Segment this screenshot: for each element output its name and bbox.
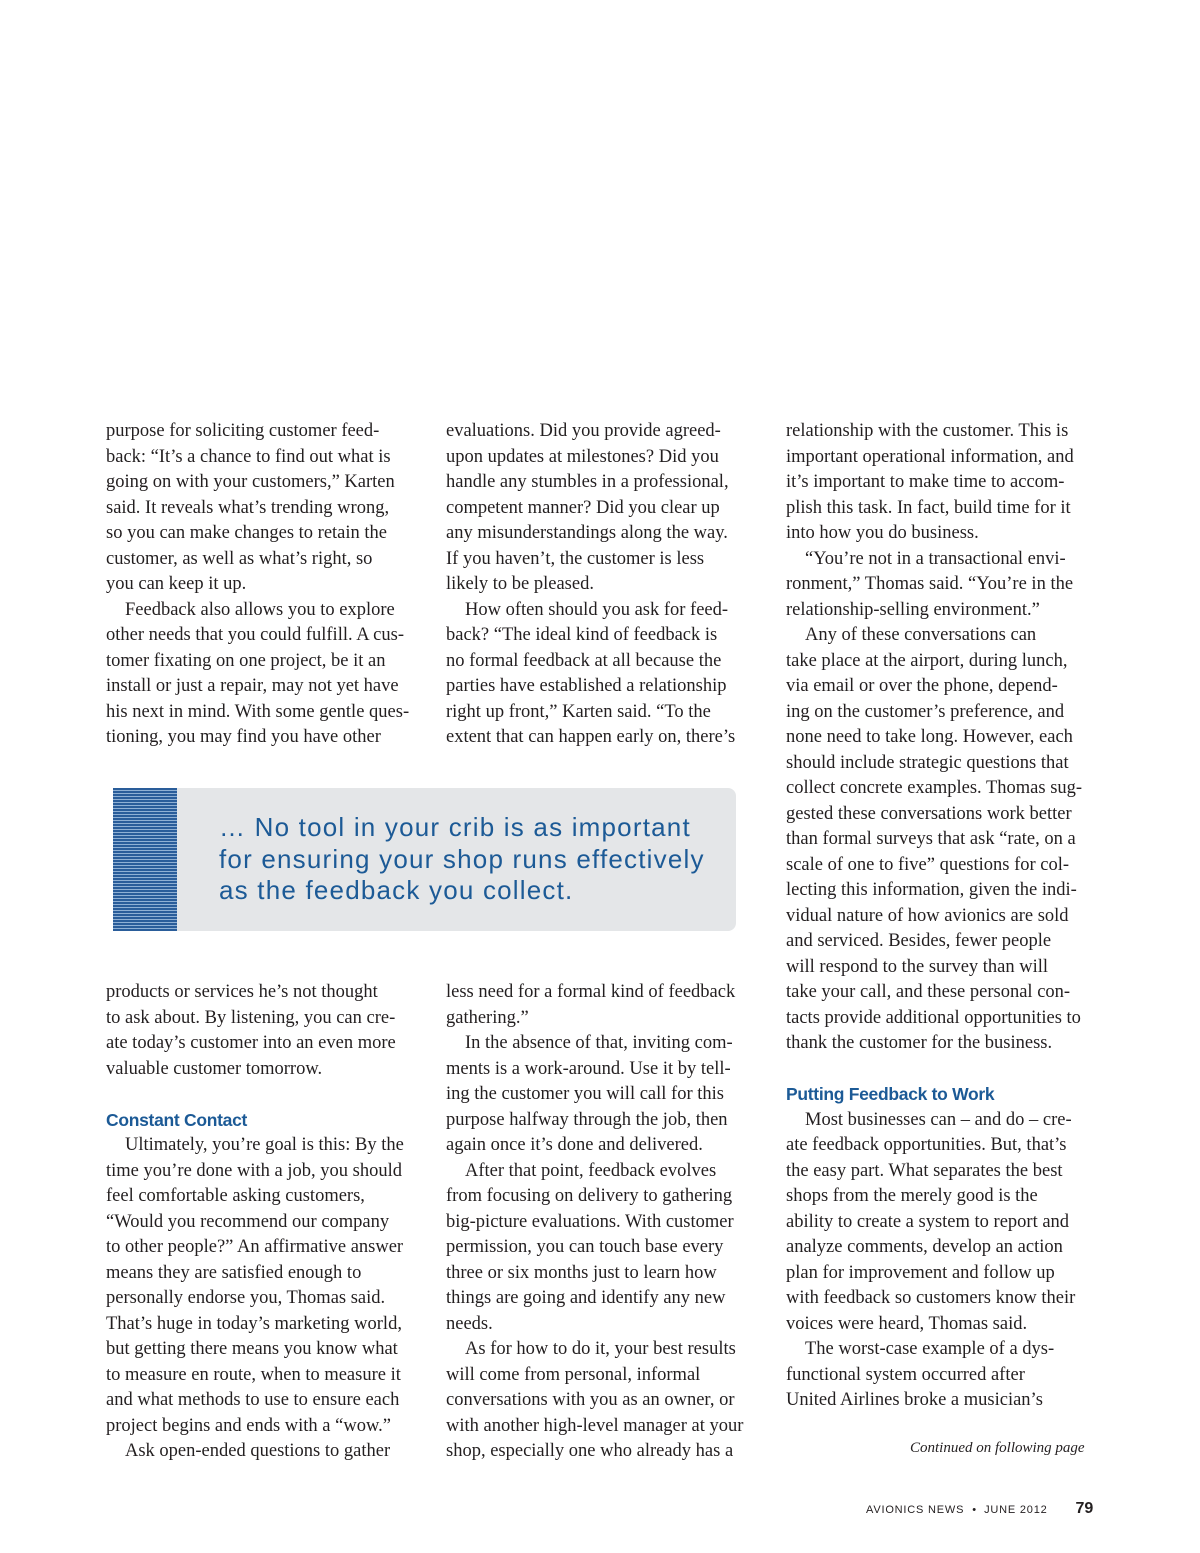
- text-line: again once it’s done and delivered.: [446, 1135, 703, 1155]
- text-line: Feedback also allows you to explore: [125, 599, 395, 620]
- section-heading-constant-contact: Constant Contact: [106, 1109, 248, 1130]
- text-line: his next in mind. With some gentle ques-: [106, 701, 410, 722]
- text-line: from focusing on delivery to gathering: [446, 1186, 733, 1206]
- text-line: “Would you recommend our company: [106, 1211, 390, 1232]
- publication-name: AVIONICS NEWS: [866, 1504, 965, 1516]
- text-line: important operational information, and: [786, 446, 1074, 467]
- text-line: functional system occurred after: [786, 1364, 1025, 1385]
- column-3: [786, 419, 1082, 1414]
- text-line: none need to take long. However, each: [786, 727, 1073, 747]
- text-line: no formal feedback at all because the: [446, 650, 722, 671]
- text-line: said. It reveals what’s trending wrong,: [106, 497, 390, 518]
- text-line: As for how to do it, your best results: [465, 1339, 736, 1359]
- text-line: vidual nature of how avionics are sold: [786, 905, 1069, 926]
- text-line: big-picture evaluations. With customer: [446, 1211, 734, 1232]
- text-line: needs.: [446, 1313, 493, 1334]
- text-line: take your call, and these personal con-: [786, 982, 1071, 1002]
- text-line: it’s important to make time to accom-: [786, 472, 1065, 492]
- text-line: with feedback so customers know their: [786, 1288, 1076, 1308]
- text-line: extent that can happen early on, there’s: [446, 727, 736, 747]
- text-line: relationship-selling environment.”: [786, 599, 1040, 620]
- section-heading-putting-feedback-to-work: Putting Feedback to Work: [786, 1084, 995, 1104]
- text-line: personally endorse you, Thomas said.: [106, 1288, 386, 1308]
- text-line: you can keep it up.: [106, 574, 247, 594]
- text-line: ronment,” Thomas said. “You’re in the: [786, 574, 1074, 594]
- text-line: ments is a work-around. Use it by tell-: [446, 1058, 731, 1079]
- text-line: any misunderstandings along the way.: [446, 523, 728, 543]
- text-line: analyze comments, develop an action: [786, 1237, 1063, 1257]
- text-line: but getting there means you know what: [106, 1339, 398, 1359]
- text-line: plish this task. In fact, build time for it: [786, 497, 1071, 518]
- column-1-bottom-text: [106, 980, 404, 1082]
- text-line: other needs that you could fulfill. A cus-: [106, 625, 404, 645]
- column-3-continued: [786, 1108, 1082, 1414]
- text-line: voices were heard, Thomas said.: [786, 1313, 1028, 1334]
- text-line: right up front,” Karten said. “To the: [446, 701, 711, 722]
- text-line: so you can make changes to retain the: [106, 523, 387, 543]
- text-line: will respond to the survey than will: [786, 956, 1049, 977]
- text-line: less need for a formal kind of feedback: [446, 982, 736, 1002]
- text-line: parties have established a relationship: [446, 676, 727, 696]
- text-line: should include strategic questions that: [786, 752, 1069, 773]
- text-line: will come from personal, informal: [446, 1364, 701, 1385]
- text-line: ing the customer you will call for this: [446, 1084, 724, 1104]
- text-line: ing on the customer’s preference, and: [786, 701, 1065, 722]
- text-line: and serviced. Besides, fewer people: [786, 931, 1052, 951]
- text-line: likely to be pleased.: [446, 574, 594, 594]
- text-line: lecting this information, given the indi-: [786, 880, 1077, 900]
- text-line: Ultimately, you’re goal is this: By the: [125, 1135, 404, 1155]
- pull-quote: [113, 788, 736, 931]
- text-line: Ask open-ended questions to gather: [125, 1441, 391, 1461]
- text-line: United Airlines broke a musician’s: [786, 1390, 1043, 1410]
- issue-date: JUNE 2012: [984, 1504, 1048, 1516]
- text-line: feel comfortable asking customers,: [106, 1186, 365, 1206]
- text-line: permission, you can touch base every: [446, 1237, 724, 1257]
- text-line: project begins and ends with a “wow.”: [106, 1415, 391, 1436]
- text-line: means they are satisfied enough to: [106, 1262, 362, 1283]
- text-line: gathering.”: [446, 1007, 529, 1028]
- text-line: Most businesses can – and do – cre-: [805, 1109, 1072, 1130]
- pull-quote-stripe: [113, 788, 177, 931]
- text-line: Any of these conversations can: [805, 625, 1037, 645]
- text-line: In the absence of that, inviting com-: [465, 1033, 733, 1053]
- pull-quote-line: for ensuring your shop runs effectively: [219, 843, 705, 874]
- column-1-top: [106, 419, 409, 751]
- text-line: gested these conversations work better: [786, 803, 1072, 824]
- pull-quote-line: as the feedback you collect.: [219, 875, 574, 905]
- text-line: things are going and identify any new: [446, 1288, 726, 1308]
- text-line: via email or over the phone, depend-: [786, 676, 1058, 696]
- text-line: evaluations. Did you provide agreed-: [446, 421, 721, 441]
- column-1-bottom: [106, 980, 404, 1465]
- text-line: the easy part. What separates the best: [786, 1160, 1063, 1181]
- column-2-top: [446, 419, 735, 751]
- text-line: with another high-level manager at your: [446, 1415, 744, 1436]
- column-1-bottom-continued: [106, 1133, 404, 1465]
- text-line: and what methods to use to ensure each: [106, 1390, 400, 1410]
- text-line: relationship with the customer. This is: [786, 421, 1069, 441]
- text-line: customer, as well as what’s right, so: [106, 548, 373, 569]
- text-line: going on with your customers,” Karten: [106, 472, 395, 492]
- text-line: That’s huge in today’s marketing world,: [106, 1313, 402, 1334]
- text-line: than formal surveys that ask “rate, on a: [786, 829, 1076, 849]
- text-line: back: “It’s a chance to find out what is: [106, 446, 391, 467]
- text-line: back? “The ideal kind of feedback is: [446, 625, 718, 645]
- text-line: competent manner? Did you clear up: [446, 497, 720, 518]
- text-line: tacts provide additional opportunities to: [786, 1007, 1081, 1028]
- text-line: ate today’s customer into an even more: [106, 1033, 396, 1053]
- pull-quote-text: [219, 812, 705, 907]
- page-number: 79: [1075, 1500, 1094, 1517]
- text-line: scale of one to five” questions for col-: [786, 854, 1070, 875]
- text-line: install or just a repair, may not yet have: [106, 676, 399, 696]
- text-line: tioning, you may find you have other: [106, 727, 381, 747]
- text-line: into how you do business.: [786, 523, 979, 543]
- page-footer: [866, 1500, 1093, 1518]
- text-line: handle any stumbles in a professional,: [446, 472, 729, 492]
- text-line: plan for improvement and follow up: [786, 1262, 1055, 1283]
- text-line: take place at the airport, during lunch,: [786, 650, 1068, 671]
- text-line: to other people?” An affirmative answer: [106, 1237, 404, 1257]
- text-line: How often should you ask for feed-: [465, 599, 729, 620]
- text-line: purpose for soliciting customer feed-: [106, 421, 380, 441]
- text-line: products or services he’s not thought: [106, 982, 378, 1002]
- pull-quote-line: … No tool in your crib is as important: [219, 812, 691, 842]
- text-line: collect concrete examples. Thomas sug-: [786, 778, 1083, 798]
- text-line: The worst-case example of a dys-: [805, 1339, 1055, 1359]
- footer-separator: •: [972, 1504, 977, 1516]
- text-line: If you haven’t, the customer is less: [446, 548, 705, 569]
- text-line: After that point, feedback evolves: [465, 1160, 717, 1181]
- text-line: “You’re not in a transactional envi-: [805, 548, 1066, 569]
- text-line: shops from the merely good is the: [786, 1186, 1038, 1206]
- text-line: thank the customer for the business.: [786, 1033, 1053, 1053]
- text-line: upon updates at milestones? Did you: [446, 446, 719, 467]
- text-line: three or six months just to learn how: [446, 1262, 717, 1283]
- continued-note: Continued on following page: [910, 1440, 1085, 1456]
- text-line: conversations with you as an owner, or: [446, 1390, 735, 1410]
- column-2-bottom: [446, 980, 743, 1465]
- column-3-text: [786, 419, 1082, 1057]
- text-line: ate feedback opportunities. But, that’s: [786, 1135, 1067, 1155]
- text-line: valuable customer tomorrow.: [106, 1058, 323, 1079]
- text-line: purpose halfway through the job, then: [446, 1109, 728, 1130]
- text-line: to ask about. By listening, you can cre-: [106, 1007, 396, 1028]
- text-line: to measure en route, when to measure it: [106, 1364, 401, 1385]
- text-line: ability to create a system to report and: [786, 1211, 1070, 1232]
- text-line: shop, especially one who already has a: [446, 1441, 734, 1461]
- text-line: time you’re done with a job, you should: [106, 1160, 402, 1181]
- text-line: tomer fixating on one project, be it an: [106, 650, 386, 671]
